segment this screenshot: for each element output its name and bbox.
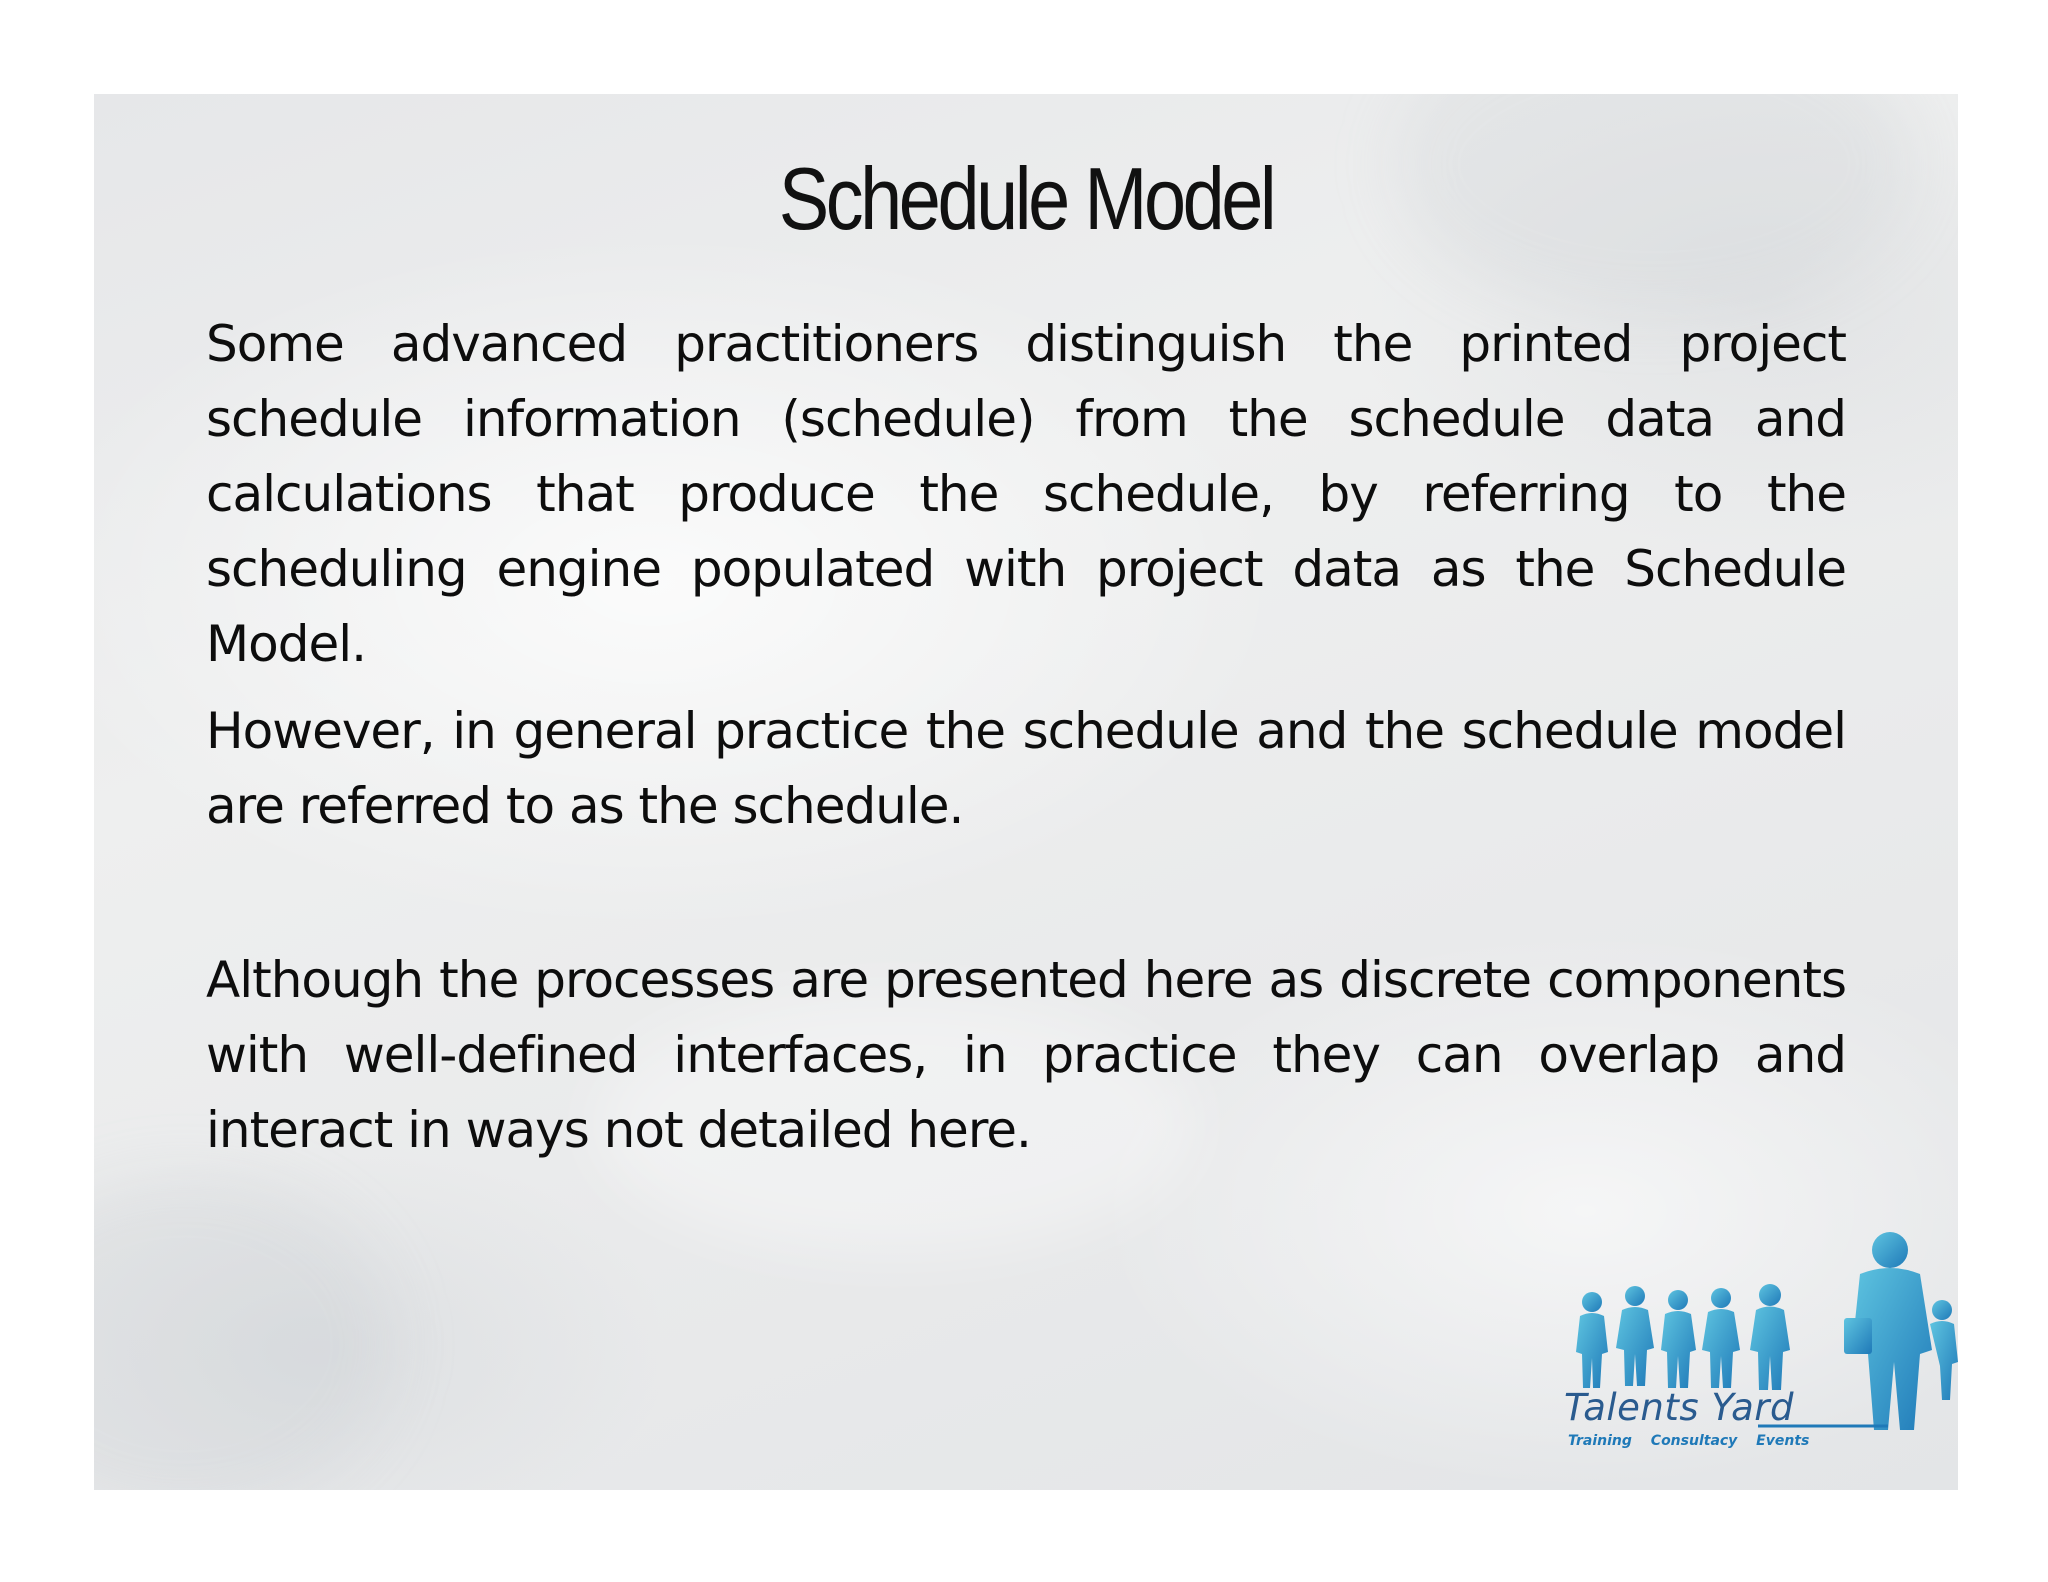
talents-yard-logo: [1558, 1230, 1958, 1470]
paragraph-practitioners: Some advanced practitioners distinguish the printed project schedule information (schedule) from the schedule data and calculations that produce the schedule, by referring to the scheduling engine populated with project data as the Schedule Model.: [206, 315, 1846, 673]
slide-title: Schedule Model: [778, 149, 1274, 248]
logo-tagline: Training Consultacy Events: [1568, 1433, 1810, 1449]
slide: [94, 94, 1958, 1490]
background-texture: [94, 1174, 394, 1490]
logo-name: Talents Yard: [1564, 1386, 1795, 1429]
slide-body: [206, 307, 1846, 1168]
paragraph-processes: Although the processes are presented here as discrete components with well-defined interfaces, in practice they can overlap and interact in ways not detailed here.: [206, 951, 1846, 1159]
paragraph-general-practice: However, in general practice the schedule and the schedule model are referred to as the schedule.: [206, 702, 1846, 835]
